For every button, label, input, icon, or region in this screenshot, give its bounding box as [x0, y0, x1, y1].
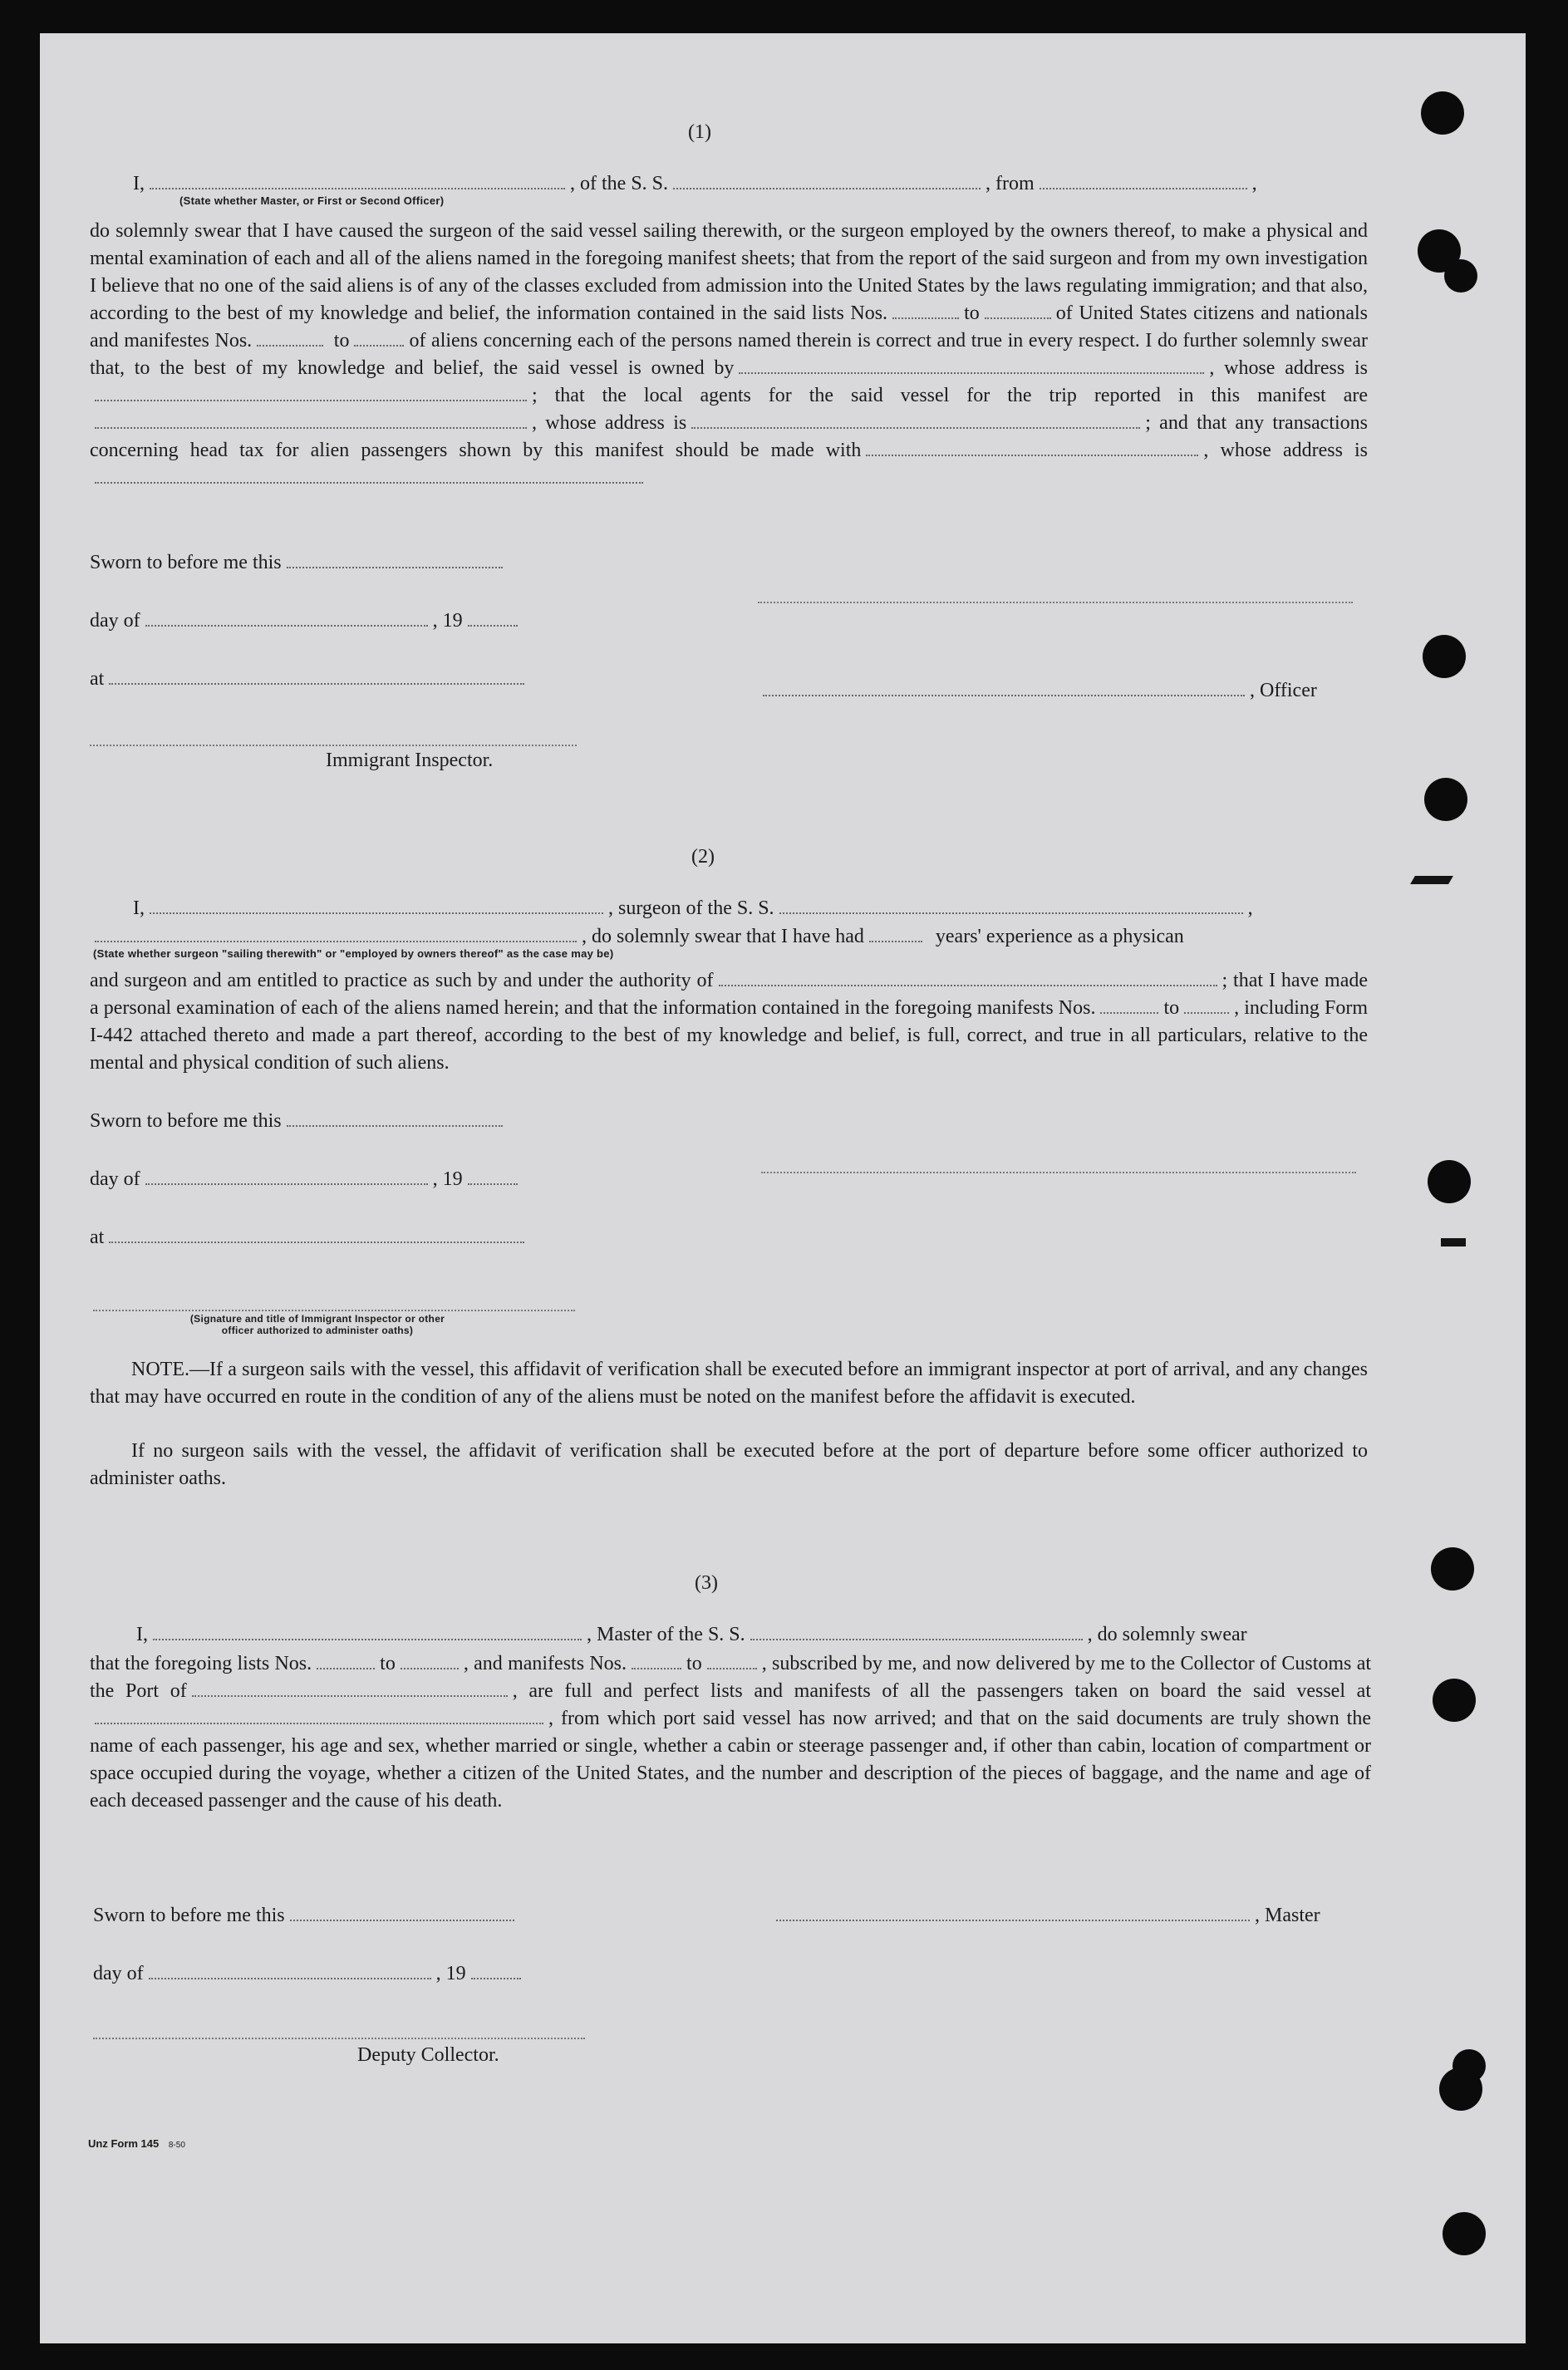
section-1-heading: (1) — [688, 121, 711, 143]
citizen-lists-from-field[interactable] — [892, 301, 959, 319]
arrow-mark — [1410, 876, 1453, 884]
section-1-sworn-line: Sworn to before me this — [90, 550, 508, 574]
vessel-owner-field[interactable] — [739, 356, 1204, 374]
years-experience-field[interactable] — [869, 924, 922, 942]
alien-manifests-from-field[interactable] — [257, 328, 323, 347]
departure-port-field[interactable] — [1040, 171, 1247, 189]
section-1-year-field[interactable] — [468, 608, 518, 627]
section-2-manifests-to-field[interactable] — [1184, 996, 1229, 1014]
section-2-heading: (2) — [691, 846, 715, 868]
officer-name-field[interactable] — [150, 171, 565, 189]
punch-hole — [1443, 2212, 1486, 2255]
section-1-day-field[interactable] — [145, 608, 428, 627]
section-2-sworn-date-field[interactable] — [287, 1109, 503, 1127]
surgeon-status-note: (State whether surgeon "sailing therewith" or "employed by owners thereof" as the case may be) — [93, 947, 614, 960]
section-3-day-field[interactable] — [149, 1961, 431, 1979]
punch-hole — [1444, 259, 1477, 293]
section-3-master-line: , Master — [771, 1903, 1320, 1927]
surgeon-signature-line[interactable] — [761, 1172, 1356, 1173]
section-3-manifests-from-field[interactable] — [632, 1651, 681, 1669]
local-agents-field[interactable] — [95, 411, 527, 429]
note-paragraph-2: If no surgeon sails with the vessel, the affidavit of verification shall be executed before at the port of departure before some officer authorized to administer oaths. — [90, 1440, 1368, 1489]
of-ss-label: , of the S. S. — [570, 173, 669, 194]
punch-hole — [1431, 1547, 1474, 1591]
punch-hole — [1433, 1679, 1476, 1722]
punch-hole — [1421, 91, 1464, 135]
section-3-sworn-date-field[interactable] — [290, 1903, 514, 1921]
section-3-body: that the foregoing lists Nos. to , and manifests Nos. to , subscribed by me, and now delivered by me to the Collector of Customs at the Port of , are full and perfect lists and manifests of all the passengers taken on board the said vessel at, from which port said vessel has now arrived; and that on the said documents are truly shown the name of each passenger, his age and sex, whether married or single, whether a cabin or steerage passenger and, if other than cabin, location of compartment or space occupied during the voyage, whether a citizen of the United States, and the number and description of the pieces of baggage, and the name and age of each deceased passenger and the cause of his death. — [90, 1653, 1372, 1812]
section-1-pronoun: I, — [133, 173, 145, 194]
section-1-inspector-signature-line[interactable] — [90, 745, 577, 746]
section-2-place-field[interactable] — [109, 1225, 524, 1243]
practice-authority-field[interactable] — [719, 968, 1217, 986]
alien-manifests-to-field[interactable] — [354, 328, 404, 347]
arrival-port-field[interactable] — [192, 1679, 508, 1697]
section-1-officer-title-field[interactable] — [763, 678, 1245, 696]
section-3-manifests-to-field[interactable] — [707, 1651, 757, 1669]
section-3-lists-from-field[interactable] — [317, 1651, 375, 1669]
form-page — [40, 33, 1526, 2343]
section-1-line-1 — [133, 171, 1257, 195]
line-end-comma: , — [1251, 173, 1257, 194]
section-3-day-line: day of , 19 — [93, 1961, 526, 1985]
surgeon-name-field[interactable] — [150, 896, 603, 914]
section-3-line-1: I, , Master of the S. S. , do solemnly swear — [136, 1624, 1247, 1645]
officer-rank-note: (State whether Master, or First or Second Officer) — [179, 194, 445, 207]
section-1-body: do solemnly swear that I have caused the surgeon of the said vessel sailing therewith, or the surgeon employed by the owners thereof, to make a physical and mental examination of each and all of the aliens named in the foregoing manifest sheets; that from the report of the said surgeon and from my own investigation I believe that no one of the said aliens is of any of the classes excluded from admission into the United States by the laws regulating immigration; and that also, according to the best of my knowledge and belief, the information contained in the said lists Nos. to of United States citizens and nationals and manifestes Nos. to of aliens concerning each of the persons named therein is correct and true in every respect. I do further solemnly swear that, to the best of my knowledge and belief, the said vessel is owned by , whose address is ; that the local agents for the said vessel for the trip reported in this manifest are , whose address is ; and that any transactions concerning head tax for alien passengers shown by this manifest should be made with , whose address is — [90, 218, 1368, 492]
section-2-body: and surgeon and am entitled to practice as such by and under the authority of ; that I have made a personal examination of each of the aliens named herein; and that the information contained in the foregoing manifests Nos. to , including Form I-442 attached thereto and made a part thereof, according to the best of my knowledge and belief, is full, correct, and true in all particulars, relative to the mental and physical condition of such aliens. — [90, 970, 1368, 1074]
note-paragraph-1: NOTE.—If a surgeon sails with the vessel, this affidavit of verification shall be executed before an immigrant inspector at port of arrival, and any changes that may have occurred en route in the condition of any of the aliens must be noted on the manifest before the affidavit is executed. — [90, 1359, 1368, 1408]
section-3-lists-to-field[interactable] — [401, 1651, 459, 1669]
section-2-day-line: day of , 19 — [90, 1167, 523, 1191]
section-1-inspector-label: Immigrant Inspector. — [326, 750, 494, 771]
section-2-vessel-field[interactable] — [779, 896, 1243, 914]
boarding-port-field[interactable] — [95, 1706, 543, 1724]
arrow-mark — [1441, 1238, 1466, 1246]
signature-title-note: (Signature and title of Immigrant Inspector or other officer authorized to administer oaths) — [189, 1313, 445, 1336]
section-1-officer-line: , Officer — [758, 678, 1317, 702]
section-1-place-field[interactable] — [109, 666, 524, 685]
head-tax-party-field[interactable] — [866, 438, 1198, 456]
section-2-line-1: I, , surgeon of the S. S. , — [133, 897, 1253, 919]
section-1-at-line: at — [90, 666, 529, 691]
section-1-day-line: day of , 19 — [90, 608, 523, 632]
surgeon-status-field[interactable] — [95, 924, 577, 942]
from-label: , from — [986, 173, 1035, 194]
deputy-collector-signature-line[interactable] — [93, 2038, 585, 2039]
agents-address-field[interactable] — [691, 411, 1140, 429]
section-2-day-field[interactable] — [145, 1167, 428, 1185]
section-2-year-field[interactable] — [468, 1167, 518, 1185]
master-name-field[interactable] — [153, 1622, 582, 1640]
section-1-sworn-date-field[interactable] — [287, 550, 503, 568]
punch-hole — [1424, 778, 1467, 821]
master-signature-field[interactable] — [776, 1903, 1250, 1921]
section-3-heading: (3) — [695, 1572, 718, 1594]
section-3-vessel-field[interactable] — [750, 1622, 1083, 1640]
vessel-name-field[interactable] — [673, 171, 981, 189]
section-2-inspector-signature-line[interactable] — [93, 1310, 575, 1311]
section-2-line-2: , do solemnly swear that I have had years' experience as a physican — [90, 924, 1184, 948]
punch-hole — [1428, 1160, 1471, 1203]
citizen-lists-to-field[interactable] — [985, 301, 1051, 319]
head-tax-address-field[interactable] — [95, 465, 643, 484]
section-3-sworn-line: Sworn to before me this — [93, 1903, 519, 1927]
section-2-sworn-line: Sworn to before me this — [90, 1109, 508, 1133]
section-2-at-line: at — [90, 1225, 529, 1249]
form-number: Unz Form 145 8-50 — [88, 2137, 185, 2150]
section-3-year-field[interactable] — [471, 1961, 521, 1979]
section-1-officer-signature-line[interactable] — [758, 602, 1353, 603]
owner-address-field[interactable] — [95, 383, 527, 401]
punch-hole — [1452, 2049, 1486, 2082]
punch-hole — [1423, 635, 1466, 678]
section-2-manifests-from-field[interactable] — [1100, 996, 1158, 1014]
deputy-collector-label: Deputy Collector. — [357, 2044, 499, 2066]
